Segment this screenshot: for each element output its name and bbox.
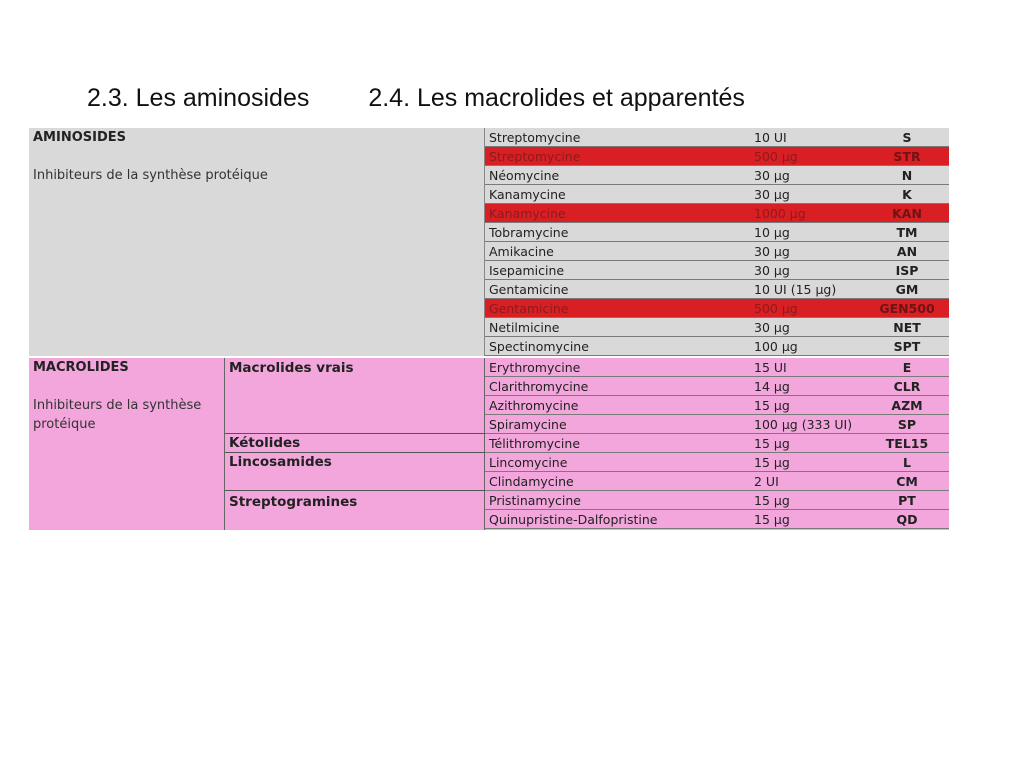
table-row [485,261,949,280]
class-streptogramines: Streptogramines [229,494,358,510]
antibiotic-dose: 15 µg [754,512,790,527]
table-row [485,472,949,491]
antibiotic-table [29,128,949,530]
antibiotic-code: SP [897,417,917,432]
antibiotic-name: Clindamycine [489,474,574,489]
antibiotic-code: E [902,360,912,375]
antibiotic-dose: 14 µg [754,379,790,394]
macrolides-subtitle-line1: Inhibiteurs de la synthèse [33,398,202,413]
table-row [485,223,949,242]
antibiotic-code: QD [896,512,918,527]
antibiotic-name: Clarithromycine [489,379,589,394]
aminosides-subtitle: Inhibiteurs de la synthèse protéique [33,168,268,183]
antibiotic-dose: 10 UI (15 µg) [754,282,837,297]
antibiotic-name: Streptomycine [489,130,581,145]
antibiotic-name: Kanamycine [489,187,566,202]
aminosides-heading: AMINOSIDES [33,130,126,145]
antibiotic-dose: 15 UI [754,360,787,375]
table-row [485,491,949,510]
antibiotic-name: Netilmicine [489,320,560,335]
antibiotic-code: CLR [893,379,921,394]
table-row [485,510,949,529]
antibiotic-dose: 15 µg [754,436,790,451]
table-row [485,204,949,223]
antibiotic-dose: 30 µg [754,187,790,202]
antibiotic-code: L [903,455,911,470]
macrolides-family-cell [29,358,225,530]
antibiotic-name: Télithromycine [489,436,581,451]
antibiotic-dose: 15 µg [754,398,790,413]
antibiotic-code: K [902,187,912,202]
antibiotic-name: Quinupristine-Dalfopristine [489,512,658,527]
antibiotic-name: Néomycine [489,168,560,183]
antibiotic-code: AN [896,244,918,259]
antibiotic-code: GEN500 [879,301,935,316]
aminosides-description [29,128,485,356]
antibiotic-code: KAN [892,206,922,221]
antibiotic-code: TM [896,225,918,240]
antibiotic-dose: 100 µg (333 UI) [754,417,853,432]
antibiotic-code: PT [898,493,916,508]
antibiotic-code: SPT [893,339,921,354]
macrolides-section [29,358,949,530]
antibiotic-name: Pristinamycine [489,493,581,508]
macrolides-subtitle-line2: protéique [33,417,96,432]
antibiotic-dose: 15 µg [754,455,790,470]
table-row [485,299,949,318]
antibiotic-code: CM [896,474,918,489]
macrolides-class-column [225,358,485,530]
table-row [485,242,949,261]
antibiotic-dose: 100 µg [754,339,798,354]
table-row [485,377,949,396]
table-row [485,128,949,147]
antibiotic-code: ISP [895,263,919,278]
antibiotic-code: STR [893,149,921,164]
antibiotic-name: Isepamicine [489,263,565,278]
antibiotic-code: N [901,168,913,183]
table-row [485,434,949,453]
antibiotic-dose: 15 µg [754,493,790,508]
antibiotic-name: Spiramycine [489,417,567,432]
aminosides-section [29,128,949,356]
antibiotic-name: Tobramycine [489,225,569,240]
table-row [485,358,949,377]
antibiotic-dose: 30 µg [754,244,790,259]
antibiotic-dose: 30 µg [754,263,790,278]
antibiotic-name: Amikacine [489,244,554,259]
antibiotic-code: S [902,130,912,145]
antibiotic-name: Gentamicine [489,301,569,316]
antibiotic-dose: 500 µg [754,301,798,316]
antibiotic-dose: 1000 µg [754,206,806,221]
slide-titles [87,84,745,113]
table-row [485,147,949,166]
antibiotic-dose: 10 UI [754,130,787,145]
antibiotic-name: Erythromycine [489,360,581,375]
table-row [485,318,949,337]
table-row [485,185,949,204]
table-row [485,453,949,472]
antibiotic-dose: 2 UI [754,474,779,489]
table-row [485,166,949,185]
antibiotic-code: AZM [891,398,923,413]
antibiotic-dose: 30 µg [754,168,790,183]
table-row [485,396,949,415]
class-ketolides: Kétolides [225,434,485,453]
table-row [485,415,949,434]
class-lincosamides: Lincosamides [225,453,485,491]
table-row [485,337,949,356]
antibiotic-name: Spectinomycine [489,339,589,354]
antibiotic-name: Gentamicine [489,282,569,297]
table-row [485,280,949,299]
macrolides-heading: MACROLIDES [33,360,129,375]
antibiotic-dose: 10 µg [754,225,790,240]
macrolides-description [29,358,485,530]
antibiotic-code: TEL15 [885,436,929,451]
antibiotic-dose: 500 µg [754,149,798,164]
antibiotic-code: GM [895,282,919,297]
antibiotic-name: Lincomycine [489,455,568,470]
antibiotic-dose: 30 µg [754,320,790,335]
title-aminosides: 2.3. Les aminosides [87,84,310,112]
title-macrolides: 2.4. Les macrolides et apparentés [368,84,745,112]
antibiotic-name: Streptomycine [489,149,581,164]
antibiotic-code: NET [893,320,921,335]
antibiotic-name: Azithromycine [489,398,579,413]
antibiotic-name: Kanamycine [489,206,566,221]
class-macrolides-vrais: Macrolides vrais [225,358,485,434]
